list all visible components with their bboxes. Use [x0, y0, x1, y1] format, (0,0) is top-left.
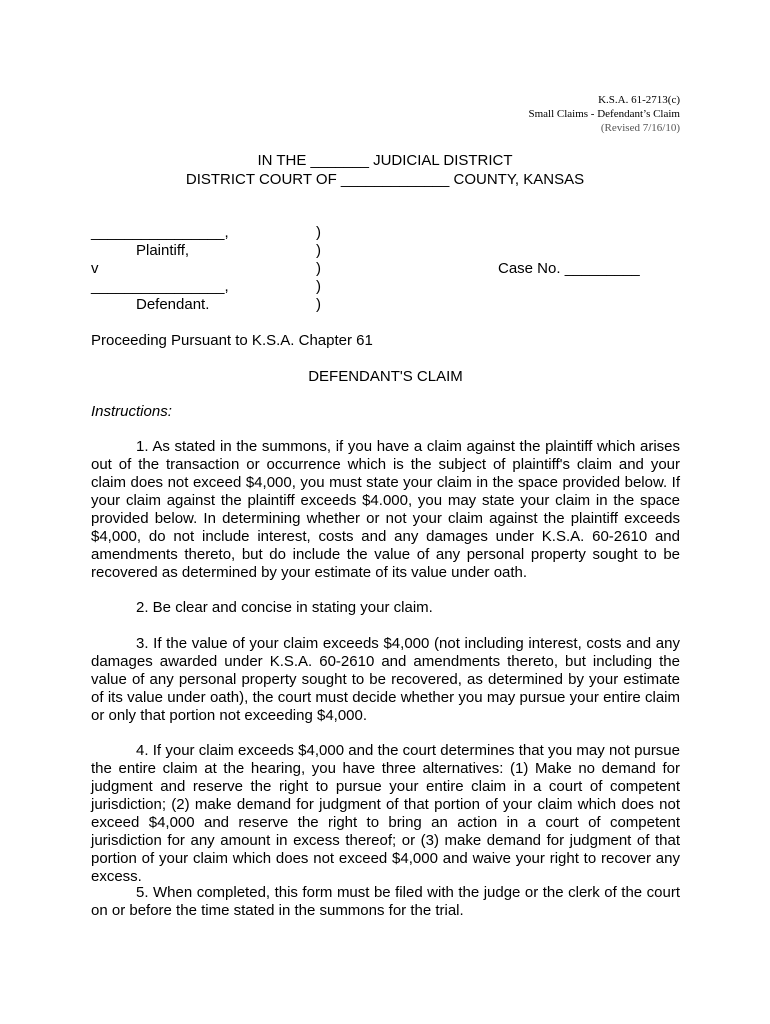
- court-county-line: DISTRICT COURT OF _____________ COUNTY, KANSAS: [185, 171, 585, 188]
- instruction-paragraph: 5. When completed, this form must be filed with the judge or the clerk of the court on or before the time stated in the summons for the trial.: [91, 884, 680, 919]
- court-district-line: IN THE _______ JUDICIAL DISTRICT: [257, 152, 513, 169]
- form-title: Small Claims - Defendant’s Claim: [528, 108, 680, 120]
- caption-parentheses: [316, 224, 321, 314]
- instruction-paragraph: 1. As stated in the summons, if you have a claim against the plaintiff which arises out of the transaction or occurrence which is the subject of plaintiff's claim and your claim does not exceed $4,000, you must state your claim in the space provided below. If your claim against the plaintiff exceeds $4.000, you may state your claim in the space provided below. In determining whether or not your claim against the plaintiff exceeds $4,000, do not include interest, costs and any damages under K.S.A. 60-2610 and amendments thereto, but do include the value of any personal property sought to be recovered as determined by your estimate of its value under oath.: [91, 438, 680, 581]
- instructions-heading: Instructions:: [91, 403, 172, 420]
- instruction-paragraph: 3. If the value of your claim exceeds $4,000 (not including interest, costs and any damages awarded under K.S.A. 60-2610 and amendments thereto, but including the value of any personal property sought to be recovered, as determined by your estimate of its value under oath), the court must decide whether you may pursue your entire claim or only that portion not exceeding $4,000.: [91, 635, 680, 724]
- caption-paren: ): [316, 224, 321, 241]
- caption-paren: ): [316, 278, 321, 295]
- statute-reference: K.S.A. 61-2713(c): [598, 94, 680, 106]
- revision-date: (Revised 7/16/10): [600, 122, 680, 134]
- caption-paren: ): [316, 296, 321, 313]
- form-header: [528, 93, 680, 135]
- instruction-paragraph: 2. Be clear and concise in stating your claim.: [136, 599, 433, 616]
- caption-paren: ): [316, 242, 321, 259]
- proceeding-line: Proceeding Pursuant to K.S.A. Chapter 61: [91, 332, 373, 349]
- defendant-name-blank: ________________,: [91, 278, 229, 295]
- document-title: DEFENDANT'S CLAIM: [308, 368, 463, 385]
- plaintiff-name-blank: ________________,: [91, 224, 229, 241]
- case-number-field: Case No. _________: [498, 260, 640, 277]
- defendant-label: Defendant.: [136, 296, 210, 313]
- versus-label: v: [91, 260, 99, 277]
- instruction-paragraph: 4. If your claim exceeds $4,000 and the court determines that you may not pursue the entire claim at the hearing, you have three alternatives: (1) Make no demand for judgment and reserve the right to pursue your entire claim in a court of competent jurisdiction; (2) make demand for judgment of that portion of your claim which does not exceed $4,000 and reserve the right to bring an action in a court of competent jurisdiction for any amount in excess thereof; or (3) make demand for judgment of that portion of your claim which does not exceed $4,000 and waive your right to recover any excess.: [91, 742, 680, 885]
- caption-paren: ): [316, 260, 321, 277]
- plaintiff-label: Plaintiff,: [136, 242, 190, 259]
